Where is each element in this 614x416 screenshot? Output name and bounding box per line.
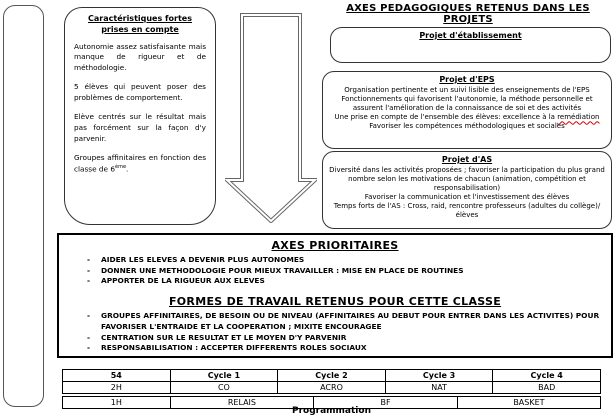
forme-item bbox=[69, 333, 601, 344]
table-cell: ACRO bbox=[278, 382, 386, 394]
projet-eps-text bbox=[329, 86, 605, 131]
forme-item bbox=[69, 343, 601, 354]
projet-eps-title: Projet d'EPS bbox=[439, 75, 495, 84]
programmation-table bbox=[62, 369, 601, 409]
characteristics-box bbox=[64, 7, 216, 225]
characteristics-paragraph: Autonomie assez satisfaisante mais manque de rigueur et de méthodologie. bbox=[74, 41, 206, 72]
priority-item bbox=[69, 266, 601, 277]
characteristics-paragraph bbox=[74, 153, 206, 175]
table-cell: 1H bbox=[63, 397, 171, 409]
eps-line: Organisation pertinente et un suivi lisible des enseignements de l'EPS bbox=[344, 86, 590, 94]
bullet-dash: - bbox=[87, 265, 91, 275]
header-cell: Cycle 1 bbox=[170, 370, 278, 382]
table-header-row bbox=[63, 370, 601, 382]
projet-as-title: Projet d'AS bbox=[441, 155, 493, 164]
eps-line: Une prise en compte de l'ensemble des élèves: excellence à la bbox=[334, 113, 558, 122]
priority-item bbox=[69, 276, 601, 287]
table-cell: NAT bbox=[385, 382, 493, 394]
bullet-dash: - bbox=[87, 332, 91, 342]
eps-line: Fonctionnements qui favorisent l'autonomie, la méthode personnelle et assurent l'amélioration de la connaissance de soi et des activités bbox=[341, 95, 593, 113]
table-cell: BF bbox=[314, 397, 458, 409]
priority-item bbox=[69, 255, 601, 266]
formes-travail-title: FORMES DE TRAVAIL RETENUS POUR CETTE CLASSE bbox=[168, 295, 502, 309]
projet-as-box bbox=[322, 151, 612, 229]
priorities-box bbox=[57, 233, 613, 358]
bullet-dash: - bbox=[87, 343, 91, 353]
superscript-text: ème bbox=[115, 163, 127, 170]
paragraph-text: Groupes affinitaires en fonction des classe de 6 bbox=[74, 153, 206, 174]
as-line: Diversité dans les activités proposées ; favoriser la participation du plus grand nombre selon les motivations de chacun (animation, compétition et responsabilisation) bbox=[329, 166, 605, 193]
characteristics-paragraph: 5 élèves qui peuvent poser des problèmes de comportement. bbox=[74, 82, 206, 102]
axes-pedagogiques-title: AXES PEDAGOGIQUES RETENUS DANS LES PROJETS bbox=[346, 3, 590, 25]
bullet-dash: - bbox=[87, 311, 91, 321]
forme-text: CENTRATION SUR LE RESULTAT ET LE MOYEN D'Y PARVENIR bbox=[101, 332, 347, 342]
programmation-caption: Programmation bbox=[292, 406, 371, 416]
characteristics-title: Caractéristiques fortes prises en compte bbox=[88, 14, 192, 34]
projet-etablissement-box bbox=[330, 27, 611, 63]
projet-etablissement-title: Projet d'établissement bbox=[419, 31, 522, 40]
header-cell: Cycle 4 bbox=[493, 370, 601, 382]
table-cell: CO bbox=[170, 382, 278, 394]
table-cell: 2H bbox=[63, 382, 171, 394]
as-line: Temps forts de l'AS : Cross, raid, rencontre professeurs (adultes du collège)/élèves bbox=[333, 202, 601, 220]
table-row-2h bbox=[63, 382, 601, 394]
table-cell: BAD bbox=[493, 382, 601, 394]
header-cell: Cycle 3 bbox=[385, 370, 493, 382]
projet-as-text bbox=[329, 166, 605, 221]
priority-text: APPORTER DE LA RIGUEUR AUX ELEVES bbox=[101, 276, 265, 286]
left-empty-panel bbox=[3, 5, 44, 407]
programmation-grid-top bbox=[62, 369, 601, 394]
projet-eps-box bbox=[322, 71, 612, 149]
header-cell: 54 bbox=[63, 370, 171, 382]
table-cell: BASKET bbox=[457, 397, 600, 409]
down-arrow-shape bbox=[225, 13, 317, 223]
paragraph-text: . bbox=[126, 164, 129, 174]
bullet-dash: - bbox=[87, 276, 91, 286]
axes-prioritaires-title: AXES PRIORITAIRES bbox=[271, 239, 399, 252]
priority-text: DONNER UNE METHODOLOGIE POUR MIEUX TRAVAILLER : MISE EN PLACE DE ROUTINES bbox=[101, 265, 464, 275]
as-line: Favoriser la communication et l'investissement des élèves bbox=[364, 193, 570, 202]
characteristics-paragraph: Elève centrés sur le résultat mais pas forcément sur la façon d'y parvenir. bbox=[74, 112, 206, 143]
eps-line: Favoriser les compétences méthodologiques et sociales bbox=[369, 122, 565, 131]
misspelled-word: remédiation bbox=[557, 113, 600, 122]
down-arrow-icon bbox=[225, 13, 317, 223]
forme-text: GROUPES AFFINITAIRES, DE BESOIN OU DE NIVEAU (AFFINITAIRES AU DEBUT POUR ENTRER DANS LES ACTIVITES) POUR FAVORISER L'ENTRAIDE ET LA COOPERATION ; MIXITE ENCOURAGEE bbox=[101, 311, 600, 331]
forme-text: RESPONSABILISATION : ACCEPTER DIFFERENTS ROLES SOCIAUX bbox=[101, 343, 367, 353]
bullet-dash: - bbox=[87, 255, 91, 264]
forme-item bbox=[69, 311, 601, 332]
header-cell: Cycle 2 bbox=[278, 370, 386, 382]
table-cell: RELAIS bbox=[170, 397, 314, 409]
priority-text: AIDER LES ELEVES A DEVENIR PLUS AUTONOMES bbox=[101, 255, 305, 264]
